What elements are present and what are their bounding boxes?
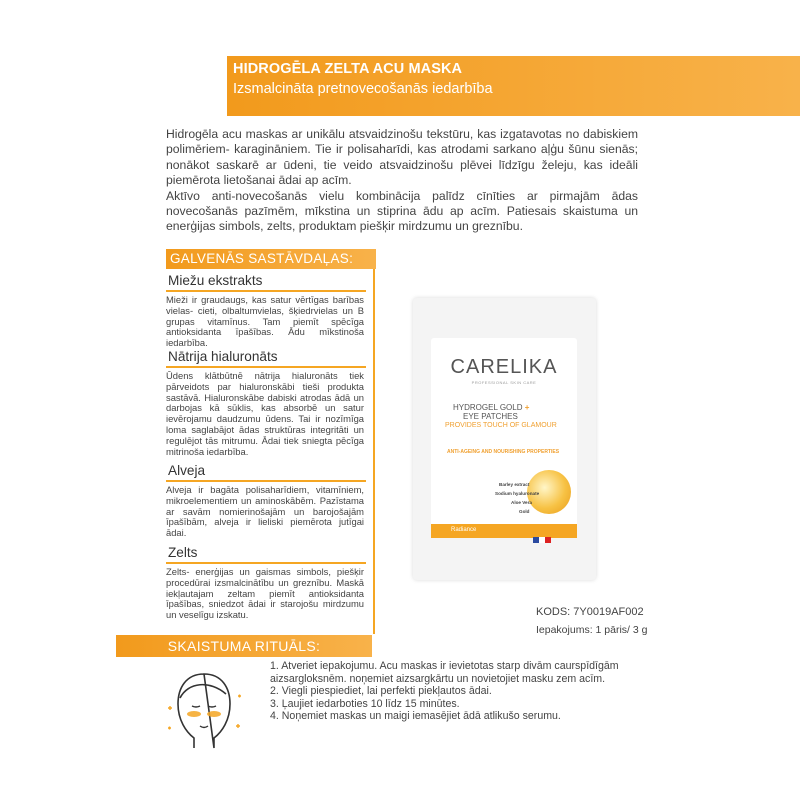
ingredient-text: Zelts- enerģijas un gaismas simbols, piešķir procedūrai izsmalcinātību un greznību. Maskā iekļautajam zeltam piemīt antioksidanta īpašības, sniedzot ādai ir starojošu mirdzumu un veselīgu izskatu. bbox=[166, 566, 364, 621]
face-icon bbox=[164, 668, 244, 758]
ritual-step: 4. Noņemiet maskas un maigi iemasējiet ādā atlikušo serumu. bbox=[270, 710, 561, 723]
radiance-band bbox=[431, 524, 577, 538]
intro-paragraph: Hidrogēla acu maskas ar unikālu atsvaidzinošu tekstūru, kas izgatavotas no dabiskiem polimēriem- karagināniem. Tie ir polisaharīdi, kas atrodami sarkano aļģu šūnu sienās; nonākot saskarē ar ūdeni, tie veido atsvaidzinošu plēvei līdzīgu želeju, kas ideāli piemērota lietošanai ādai ap acīm. bbox=[166, 127, 638, 188]
radiance-label: Radiance bbox=[451, 527, 477, 533]
package-line: PROVIDES TOUCH OF GLAMOUR bbox=[445, 422, 557, 429]
ingredient-hyaluronate bbox=[166, 349, 366, 457]
package-ingredient: Barley extract bbox=[499, 482, 530, 487]
ingredient-name: Nātrija hialuronāts bbox=[166, 349, 366, 368]
ingredient-gold bbox=[166, 545, 366, 621]
product-code: KODS: 7Y0019AF002 bbox=[536, 606, 644, 618]
ingredient-text: Mieži ir graudaugs, kas satur vērtīgas barības vielas- cieti, olbaltumvielas, šķiedrvielas un B grupas vitamīnus. Tam piemīt spēcīga antioksidanta īpašības. Ādu mīkstinoša iedarbība. bbox=[166, 294, 364, 349]
brand-logo: CARELIKA bbox=[450, 356, 558, 378]
ritual-step: 1. Atveriet iepakojumu. Acu maskas ir ievietotas starp divām caurspīdīgām aizsargloksnēm. noņemiet aizsargkārtu un novietojiet masku zem acīm. bbox=[270, 660, 619, 685]
ingredient-aloe bbox=[166, 463, 366, 539]
ingredients-list bbox=[166, 269, 375, 634]
ritual-steps bbox=[270, 660, 670, 723]
intro-paragraph: Aktīvo anti-novecošanās vielu kombinācija palīdz cīnīties ar pirmajām ādas novecošanās pazīmēm, mīkstina un stiprina ādu ap acīm. Patiesais skaistuma un enerģijas simbols, zelts, produktam piešķir mirdzumu un greznību. bbox=[166, 188, 638, 234]
package-ingredient: Aloe Vera bbox=[511, 500, 532, 505]
product-package-image bbox=[413, 298, 596, 580]
ingredient-text: Ūdens klātbūtnē nātrija hialuronāts tiek pārveidots par hialuronskābi tieši produkta sastāvā. Hialuronskābe dabiski atrodas ādā un darbojas kā sūklis, kas absorbē un satur ievērojamu daudzumu ūdens. Tai ir nozīmīga loma saglabājot ādas struktūras integritāti un regulējot tās mitrumu. Ādai tiek sniegta pēcīga mitrinoša iedarbība. bbox=[166, 370, 364, 457]
ingredients-heading: GALVENĀS SASTĀVDAĻAS: bbox=[166, 249, 376, 269]
ingredient-barley bbox=[166, 273, 366, 349]
ingredient-name: Miežu ekstrakts bbox=[166, 273, 366, 292]
ingredient-name: Zelts bbox=[166, 545, 366, 564]
ritual-step: 3. Ļaujiet iedarboties 10 līdz 15 minūtes. bbox=[270, 697, 460, 710]
ritual-step: 2. Viegli piespiediet, lai perfekti piekļautos ādai. bbox=[270, 685, 492, 698]
ingredient-name: Alveja bbox=[166, 463, 366, 482]
ingredient-text: Alveja ir bagāta polisaharīdiem, vitamīniem, mikroelementiem un aminoskābēm. Pazīstama ar savām nomierinošajām un barojošajām īpašībām, alveja ir lieliski piemērota jutīgai ādai. bbox=[166, 484, 364, 539]
page-title: HIDROGĒLA ZELTA ACU MASKA bbox=[233, 61, 463, 77]
package-ingredient: Sodium hyaluronate bbox=[495, 491, 540, 496]
product-pack: Iepakojums: 1 pāris/ 3 g bbox=[536, 624, 648, 636]
rituals-heading: SKAISTUMA RITUĀLS: bbox=[116, 635, 372, 657]
brand-tagline: PROFESSIONAL SKIN CARE bbox=[471, 380, 537, 385]
page-subtitle: Izsmalcināta pretnovecošanās iedarbība bbox=[233, 81, 493, 97]
package-ingredient: Gold bbox=[519, 509, 530, 514]
intro-text bbox=[166, 127, 638, 235]
package-line: EYE PATCHES bbox=[463, 412, 518, 421]
package-line: HYDROGEL GOLD + bbox=[453, 403, 530, 412]
package-line: ANTI-AGEING AND NOURISHING PROPERTIES bbox=[447, 449, 560, 455]
package-label bbox=[431, 338, 577, 538]
french-flag-icon bbox=[533, 537, 551, 543]
